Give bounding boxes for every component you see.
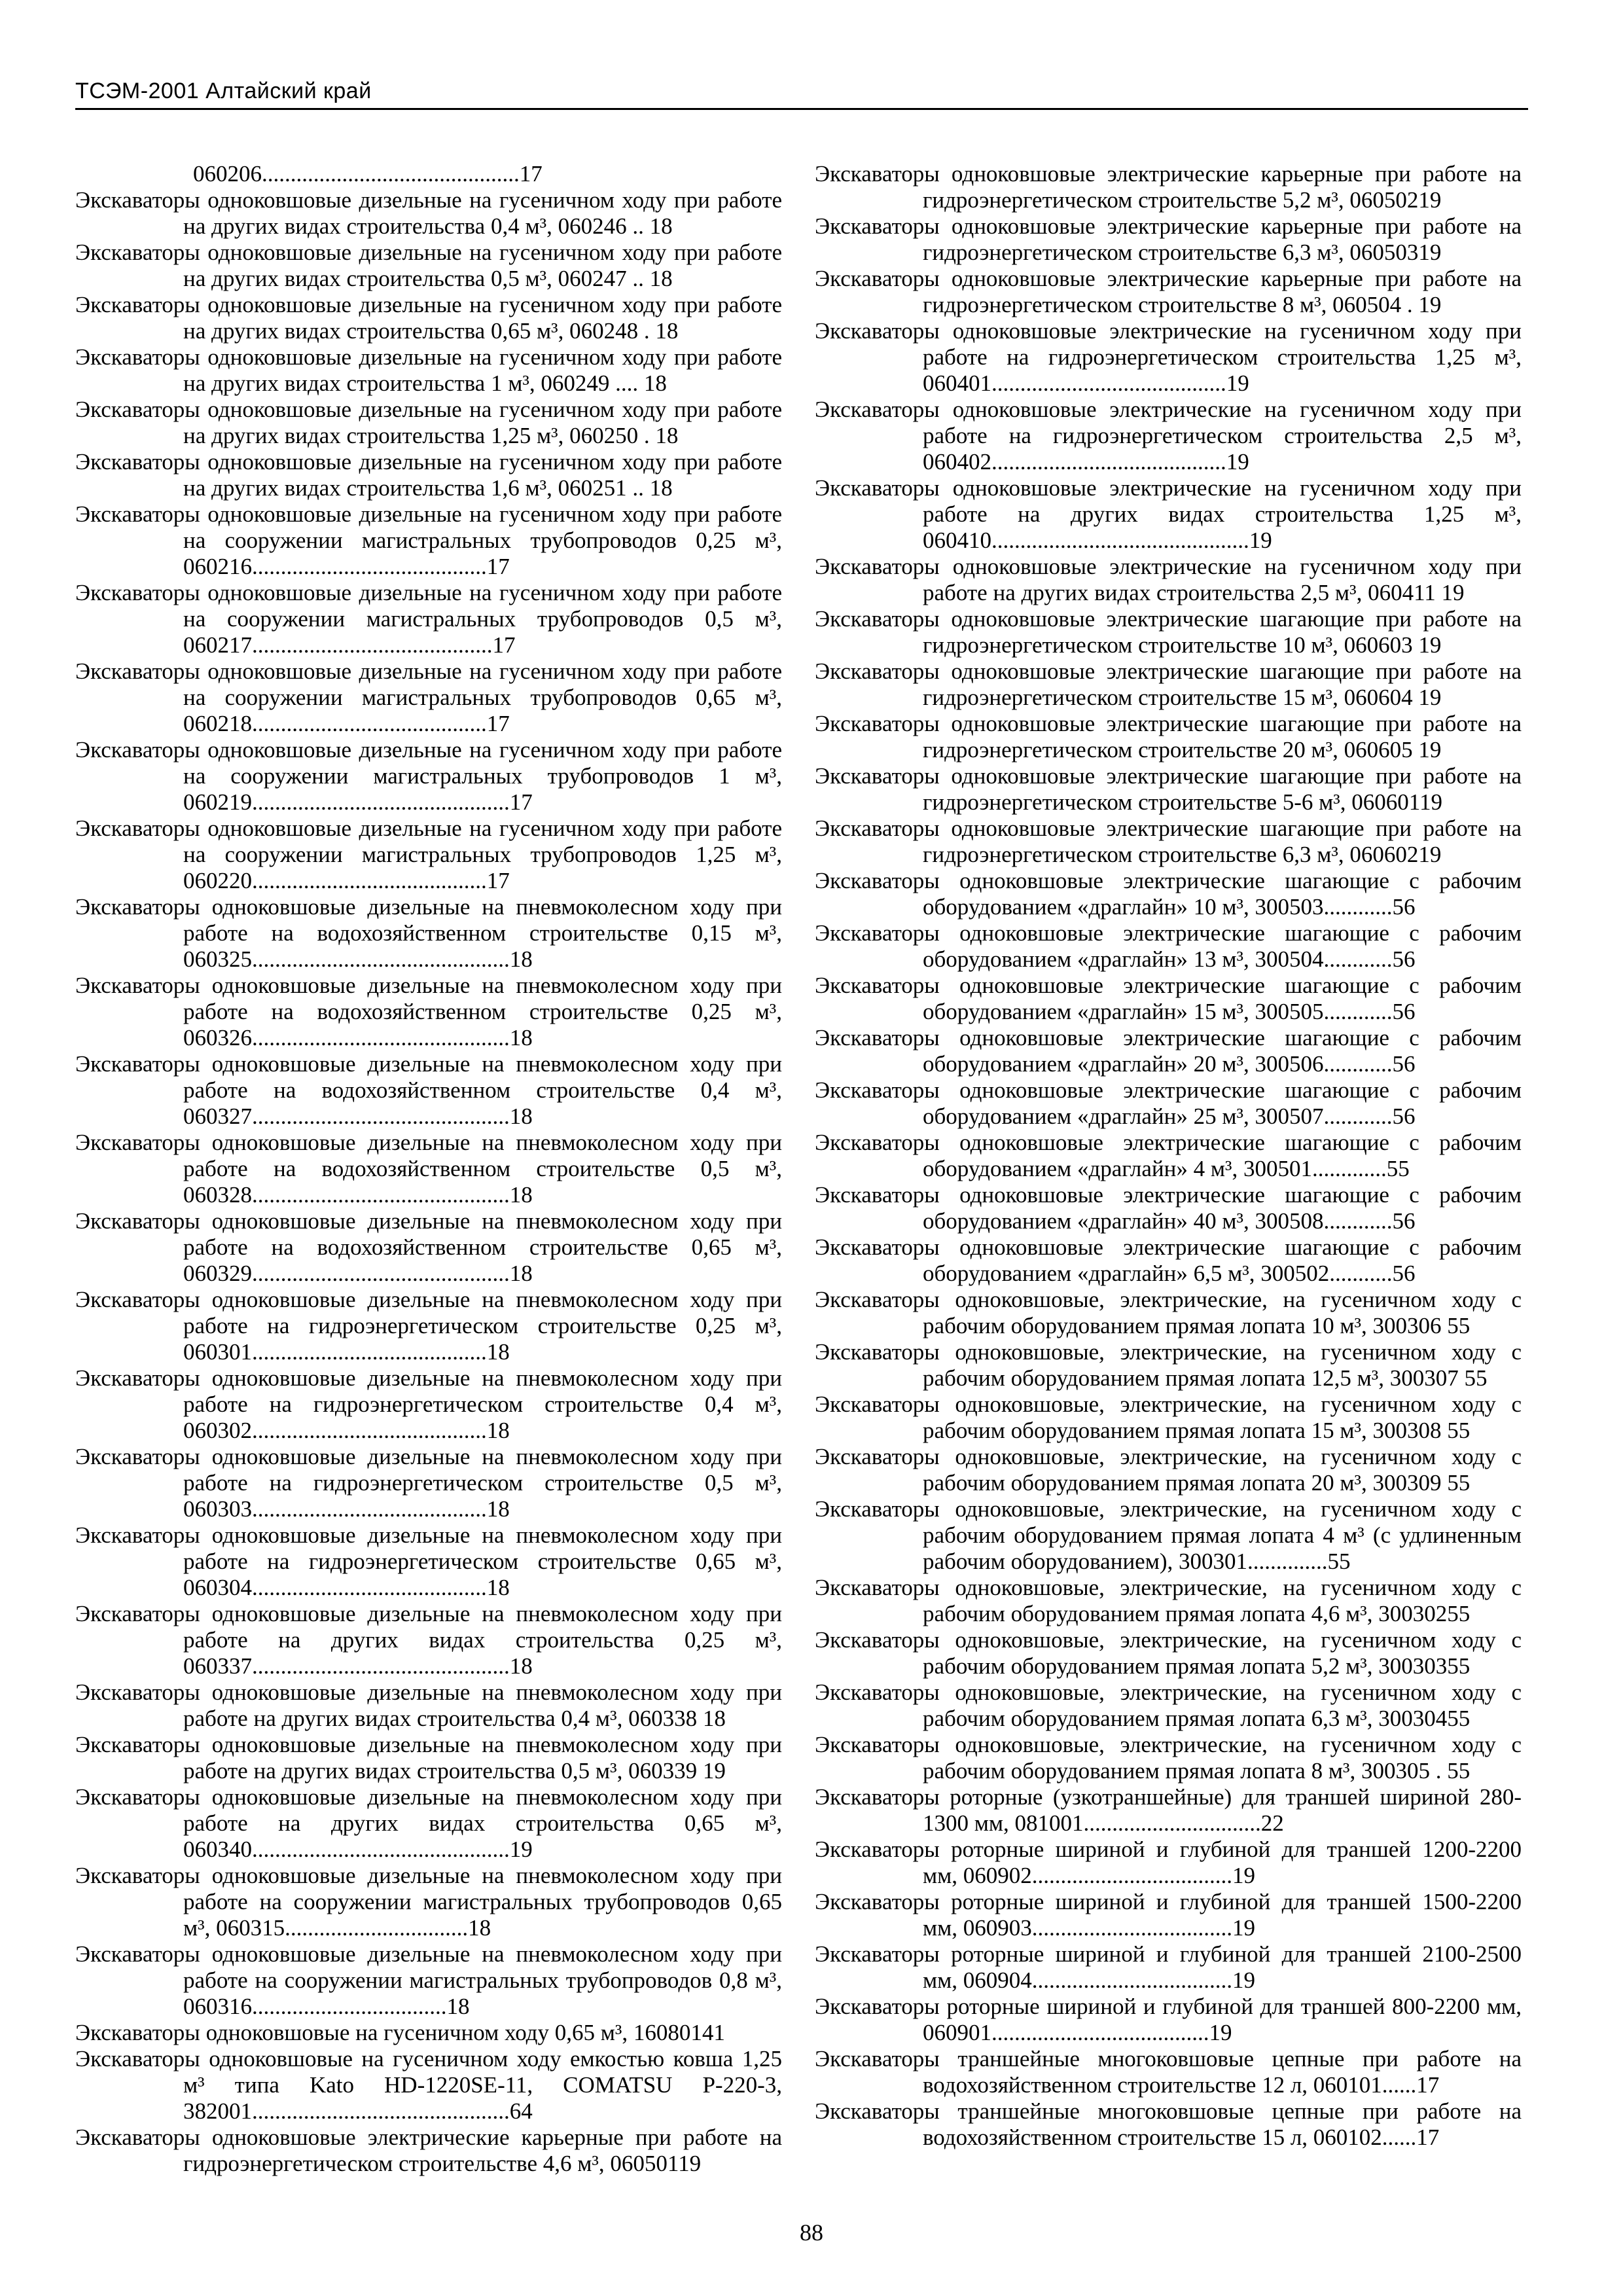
index-entry: Экскаваторы одноковшовые электрические на гусеничном ходу при работе на гидроэнергетическом строительства 1,25 м³, 060401.........................................19 (815, 318, 1522, 396)
index-entry: Экскаваторы роторные (узкотраншейные) для траншей шириной 280-1300 мм, 081001...............................22 (815, 1784, 1522, 1836)
index-entry: Экскаваторы одноковшовые, электрические, на гусеничном ходу с рабочим оборудованием прямая лопата 5,2 м³, 30030355 (815, 1627, 1522, 1679)
index-entry: Экскаваторы одноковшовые электрические шагающие при работе на гидроэнергетическом строительстве 6,3 м³, 06060219 (815, 816, 1522, 867)
index-entry: Экскаваторы роторные шириной и глубиной для траншей 800-2200 мм, 060901......................................19 (815, 1994, 1522, 2045)
index-entry: Экскаваторы одноковшовые дизельные на пневмоколесном ходу при работе на водохозяйственном строительстве 0,5 м³, 060328.............................................18 (75, 1130, 782, 1208)
index-entry: Экскаваторы одноковшовые дизельные на пневмоколесном ходу при работе на гидроэнергетическом строительстве 0,5 м³, 060303.........................................18 (75, 1444, 782, 1522)
index-entry: Экскаваторы одноковшовые дизельные на пневмоколесном ходу при работе на гидроэнергетическом строительстве 0,65 м³, 060304.........................................18 (75, 1522, 782, 1600)
index-entry: Экскаваторы одноковшовые дизельные на пневмоколесном ходу при работе на гидроэнергетическом строительстве 0,25 м³, 060301.........................................18 (75, 1287, 782, 1365)
index-entry: Экскаваторы одноковшовые дизельные на пневмоколесном ходу при работе на других видах строительства 0,4 м³, 060338 18 (75, 1679, 782, 1731)
index-entry: Экскаваторы одноковшовые на гусеничном ходу 0,65 м³, 16080141 (75, 2020, 725, 2045)
index-entry: Экскаваторы одноковшовые дизельные на гусеничном ходу при работе на других видах строительства 1,25 м³, 060250 . 18 (75, 397, 782, 448)
index-entry: Экскаваторы одноковшовые дизельные на пневмоколесном ходу при работе на других видах строительства 0,65 м³, 060340.............................................19 (75, 1784, 782, 1862)
index-entry: Экскаваторы одноковшовые дизельные на пневмоколесном ходу при работе на гидроэнергетическом строительстве 0,4 м³, 060302.........................................18 (75, 1365, 782, 1443)
index-entry: Экскаваторы траншейные многоковшовые цепные при работе на водохозяйственном строительстве 12 л, 060101......17 (815, 2046, 1522, 2098)
index-entry: Экскаваторы одноковшовые, электрические, на гусеничном ходу с рабочим оборудованием прямая лопата 4 м³ (с удлиненным рабочим оборудованием), 300301..............55 (815, 1496, 1522, 1574)
index-entry: Экскаваторы одноковшовые электрические на гусеничном ходу при работе на гидроэнергетическом строительства 2,5 м³, 060402.........................................19 (815, 397, 1522, 475)
index-entry: Экскаваторы одноковшовые, электрические, на гусеничном ходу с рабочим оборудованием прямая лопата 4,6 м³, 30030255 (815, 1575, 1522, 1626)
index-entry: Экскаваторы одноковшовые электрические шагающие с рабочим оборудованием «драглайн» 6,5 м³, 300502...........56 (815, 1234, 1522, 1286)
index-entry: Экскаваторы роторные шириной и глубиной для траншей 2100-2500 мм, 060904...................................19 (815, 1941, 1522, 1993)
index-entry: Экскаваторы одноковшовые на гусеничном ходу емкостью ковша 1,25 м³ типа Kato HD-1220SE-11, COMATSU P-220-3, 382001.............................................64 (75, 2046, 782, 2124)
index-entry: Экскаваторы одноковшовые электрические шагающие с рабочим оборудованием «драглайн» 40 м³, 300508............56 (815, 1182, 1522, 1234)
index-entry: Экскаваторы одноковшовые дизельные на гусеничном ходу при работе на сооружении магистральных трубопроводов 0,25 м³, 060216.........................................17 (75, 501, 782, 579)
index-entry: Экскаваторы одноковшовые дизельные на гусеничном ходу при работе на других видах строительства 0,5 м³, 060247 .. 18 (75, 240, 782, 291)
index-entry: Экскаваторы одноковшовые электрические шагающие с рабочим оборудованием «драглайн» 20 м³, 300506............56 (815, 1025, 1522, 1077)
index-column-left (75, 161, 782, 2177)
index-entry: Экскаваторы траншейные многоковшовые цепные при работе на водохозяйственном строительстве 15 л, 060102......17 (815, 2098, 1522, 2150)
index-entry: Экскаваторы одноковшовые электрические карьерные при работе на гидроэнергетическом строительстве 8 м³, 060504 . 19 (815, 266, 1522, 317)
index-entry: Экскаваторы одноковшовые, электрические, на гусеничном ходу с рабочим оборудованием прямая лопата 20 м³, 300309 55 (815, 1444, 1522, 1496)
index-entry: Экскаваторы одноковшовые электрические на гусеничном ходу при работе на других видах строительства 1,25 м³, 060410.............................................19 (815, 475, 1522, 553)
index-entry: Экскаваторы одноковшовые дизельные на гусеничном ходу при работе на сооружении магистральных трубопроводов 0,5 м³, 060217..........................................17 (75, 580, 782, 658)
page-number: 88 (800, 2219, 823, 2246)
index-entry: Экскаваторы роторные шириной и глубиной для траншей 1500-2200 мм, 060903...................................19 (815, 1889, 1522, 1941)
index-entry: Экскаваторы одноковшовые, электрические, на гусеничном ходу с рабочим оборудованием прямая лопата 12,5 м³, 300307 55 (815, 1339, 1522, 1391)
index-column-right (815, 161, 1522, 2151)
index-entry: Экскаваторы одноковшовые дизельные на гусеничном ходу при работе на других видах строительства 0,65 м³, 060248 . 18 (75, 292, 782, 344)
index-entry: Экскаваторы одноковшовые дизельные на пневмоколесном ходу при работе на водохозяйственном строительстве 0,15 м³, 060325.............................................18 (75, 894, 782, 972)
index-entry: Экскаваторы одноковшовые дизельные на гусеничном ходу при работе на сооружении магистральных трубопроводов 1,25 м³, 060220.........................................17 (75, 816, 782, 893)
index-entry: Экскаваторы одноковшовые дизельные на пневмоколесном ходу при работе на водохозяйственном строительстве 0,65 м³, 060329.............................................18 (75, 1208, 782, 1286)
index-entry: Экскаваторы одноковшовые электрические карьерные при работе на гидроэнергетическом строительстве 6,3 м³, 06050319 (815, 213, 1522, 265)
index-entry: Экскаваторы одноковшовые дизельные на пневмоколесном ходу при работе на сооружении магистральных трубопроводов 0,65 м³, 060315................................18 (75, 1863, 782, 1941)
index-entry: Экскаваторы одноковшовые электрические карьерные при работе на гидроэнергетическом строительстве 5,2 м³, 06050219 (815, 161, 1522, 213)
index-entry: Экскаваторы одноковшовые дизельные на пневмоколесном ходу при работе на других видах строительства 0,25 м³, 060337.............................................18 (75, 1601, 782, 1679)
index-entry: Экскаваторы одноковшовые дизельные на пневмоколесном ходу при работе на сооружении магистральных трубопроводов 0,8 м³, 060316..................................18 (75, 1941, 782, 2019)
index-entry: Экскаваторы одноковшовые, электрические, на гусеничном ходу с рабочим оборудованием прямая лопата 10 м³, 300306 55 (815, 1287, 1522, 1338)
index-entry: Экскаваторы одноковшовые электрические шагающие с рабочим оборудованием «драглайн» 10 м³, 300503............56 (815, 868, 1522, 920)
page-header (75, 75, 1528, 110)
index-entry: Экскаваторы одноковшовые дизельные на гусеничном ходу при работе на сооружении магистральных трубопроводов 1 м³, 060219.............................................17 (75, 737, 782, 815)
index-entry: Экскаваторы одноковшовые, электрические, на гусеничном ходу с рабочим оборудованием прямая лопата 8 м³, 300305 . 55 (815, 1732, 1522, 1784)
index-entry: Экскаваторы одноковшовые электрические шагающие при работе на гидроэнергетическом строительстве 10 м³, 060603 19 (815, 606, 1522, 658)
index-entry: Экскаваторы одноковшовые электрические шагающие с рабочим оборудованием «драглайн» 25 м³, 300507............56 (815, 1077, 1522, 1129)
index-entry: Экскаваторы одноковшовые дизельные на гусеничном ходу при работе на других видах строительства 1 м³, 060249 .... 18 (75, 344, 782, 396)
header-title: ТСЭМ-2001 Алтайский край (75, 79, 372, 103)
index-entry: Экскаваторы одноковшовые, электрические, на гусеничном ходу с рабочим оборудованием прямая лопата 15 м³, 300308 55 (815, 1391, 1522, 1443)
index-entry: Экскаваторы одноковшовые, электрические, на гусеничном ходу с рабочим оборудованием прямая лопата 6,3 м³, 30030455 (815, 1679, 1522, 1731)
index-entry: Экскаваторы одноковшовые электрические шагающие при работе на гидроэнергетическом строительстве 20 м³, 060605 19 (815, 711, 1522, 762)
index-entry: Экскаваторы одноковшовые электрические шагающие с рабочим оборудованием «драглайн» 4 м³, 300501.............55 (815, 1130, 1522, 1181)
index-entry: Экскаваторы одноковшовые дизельные на пневмоколесном ходу при работе на водохозяйственном строительстве 0,4 м³, 060327.............................................18 (75, 1051, 782, 1129)
index-entry: Экскаваторы одноковшовые электрические шагающие с рабочим оборудованием «драглайн» 13 м³, 300504............56 (815, 920, 1522, 972)
index-entry: Экскаваторы одноковшовые дизельные на гусеничном ходу при работе на других видах строительства 0,4 м³, 060246 .. 18 (75, 187, 782, 239)
index-entry: 060206.............................................17 (193, 161, 543, 187)
index-entry: Экскаваторы одноковшовые дизельные на пневмоколесном ходу при работе на других видах строительства 0,5 м³, 060339 19 (75, 1732, 782, 1784)
index-entry: Экскаваторы одноковшовые электрические шагающие при работе на гидроэнергетическом строительстве 15 м³, 060604 19 (815, 658, 1522, 710)
index-entry: Экскаваторы одноковшовые дизельные на пневмоколесном ходу при работе на водохозяйственном строительстве 0,25 м³, 060326.............................................18 (75, 973, 782, 1050)
index-entry: Экскаваторы одноковшовые дизельные на гусеничном ходу при работе на сооружении магистральных трубопроводов 0,65 м³, 060218.........................................17 (75, 658, 782, 736)
index-entry: Экскаваторы одноковшовые электрические шагающие с рабочим оборудованием «драглайн» 15 м³, 300505............56 (815, 973, 1522, 1024)
index-entry: Экскаваторы роторные шириной и глубиной для траншей 1200-2200 мм, 060902...................................19 (815, 1837, 1522, 1888)
index-entry: Экскаваторы одноковшовые дизельные на гусеничном ходу при работе на других видах строительства 1,6 м³, 060251 .. 18 (75, 449, 782, 501)
index-entry: Экскаваторы одноковшовые электрические на гусеничном ходу при работе на других видах строительства 2,5 м³, 060411 19 (815, 554, 1522, 605)
index-entry: Экскаваторы одноковшовые электрические шагающие при работе на гидроэнергетическом строительстве 5-6 м³, 06060119 (815, 763, 1522, 815)
index-entry: Экскаваторы одноковшовые электрические карьерные при работе на гидроэнергетическом строительстве 4,6 м³, 06050119 (75, 2125, 782, 2176)
